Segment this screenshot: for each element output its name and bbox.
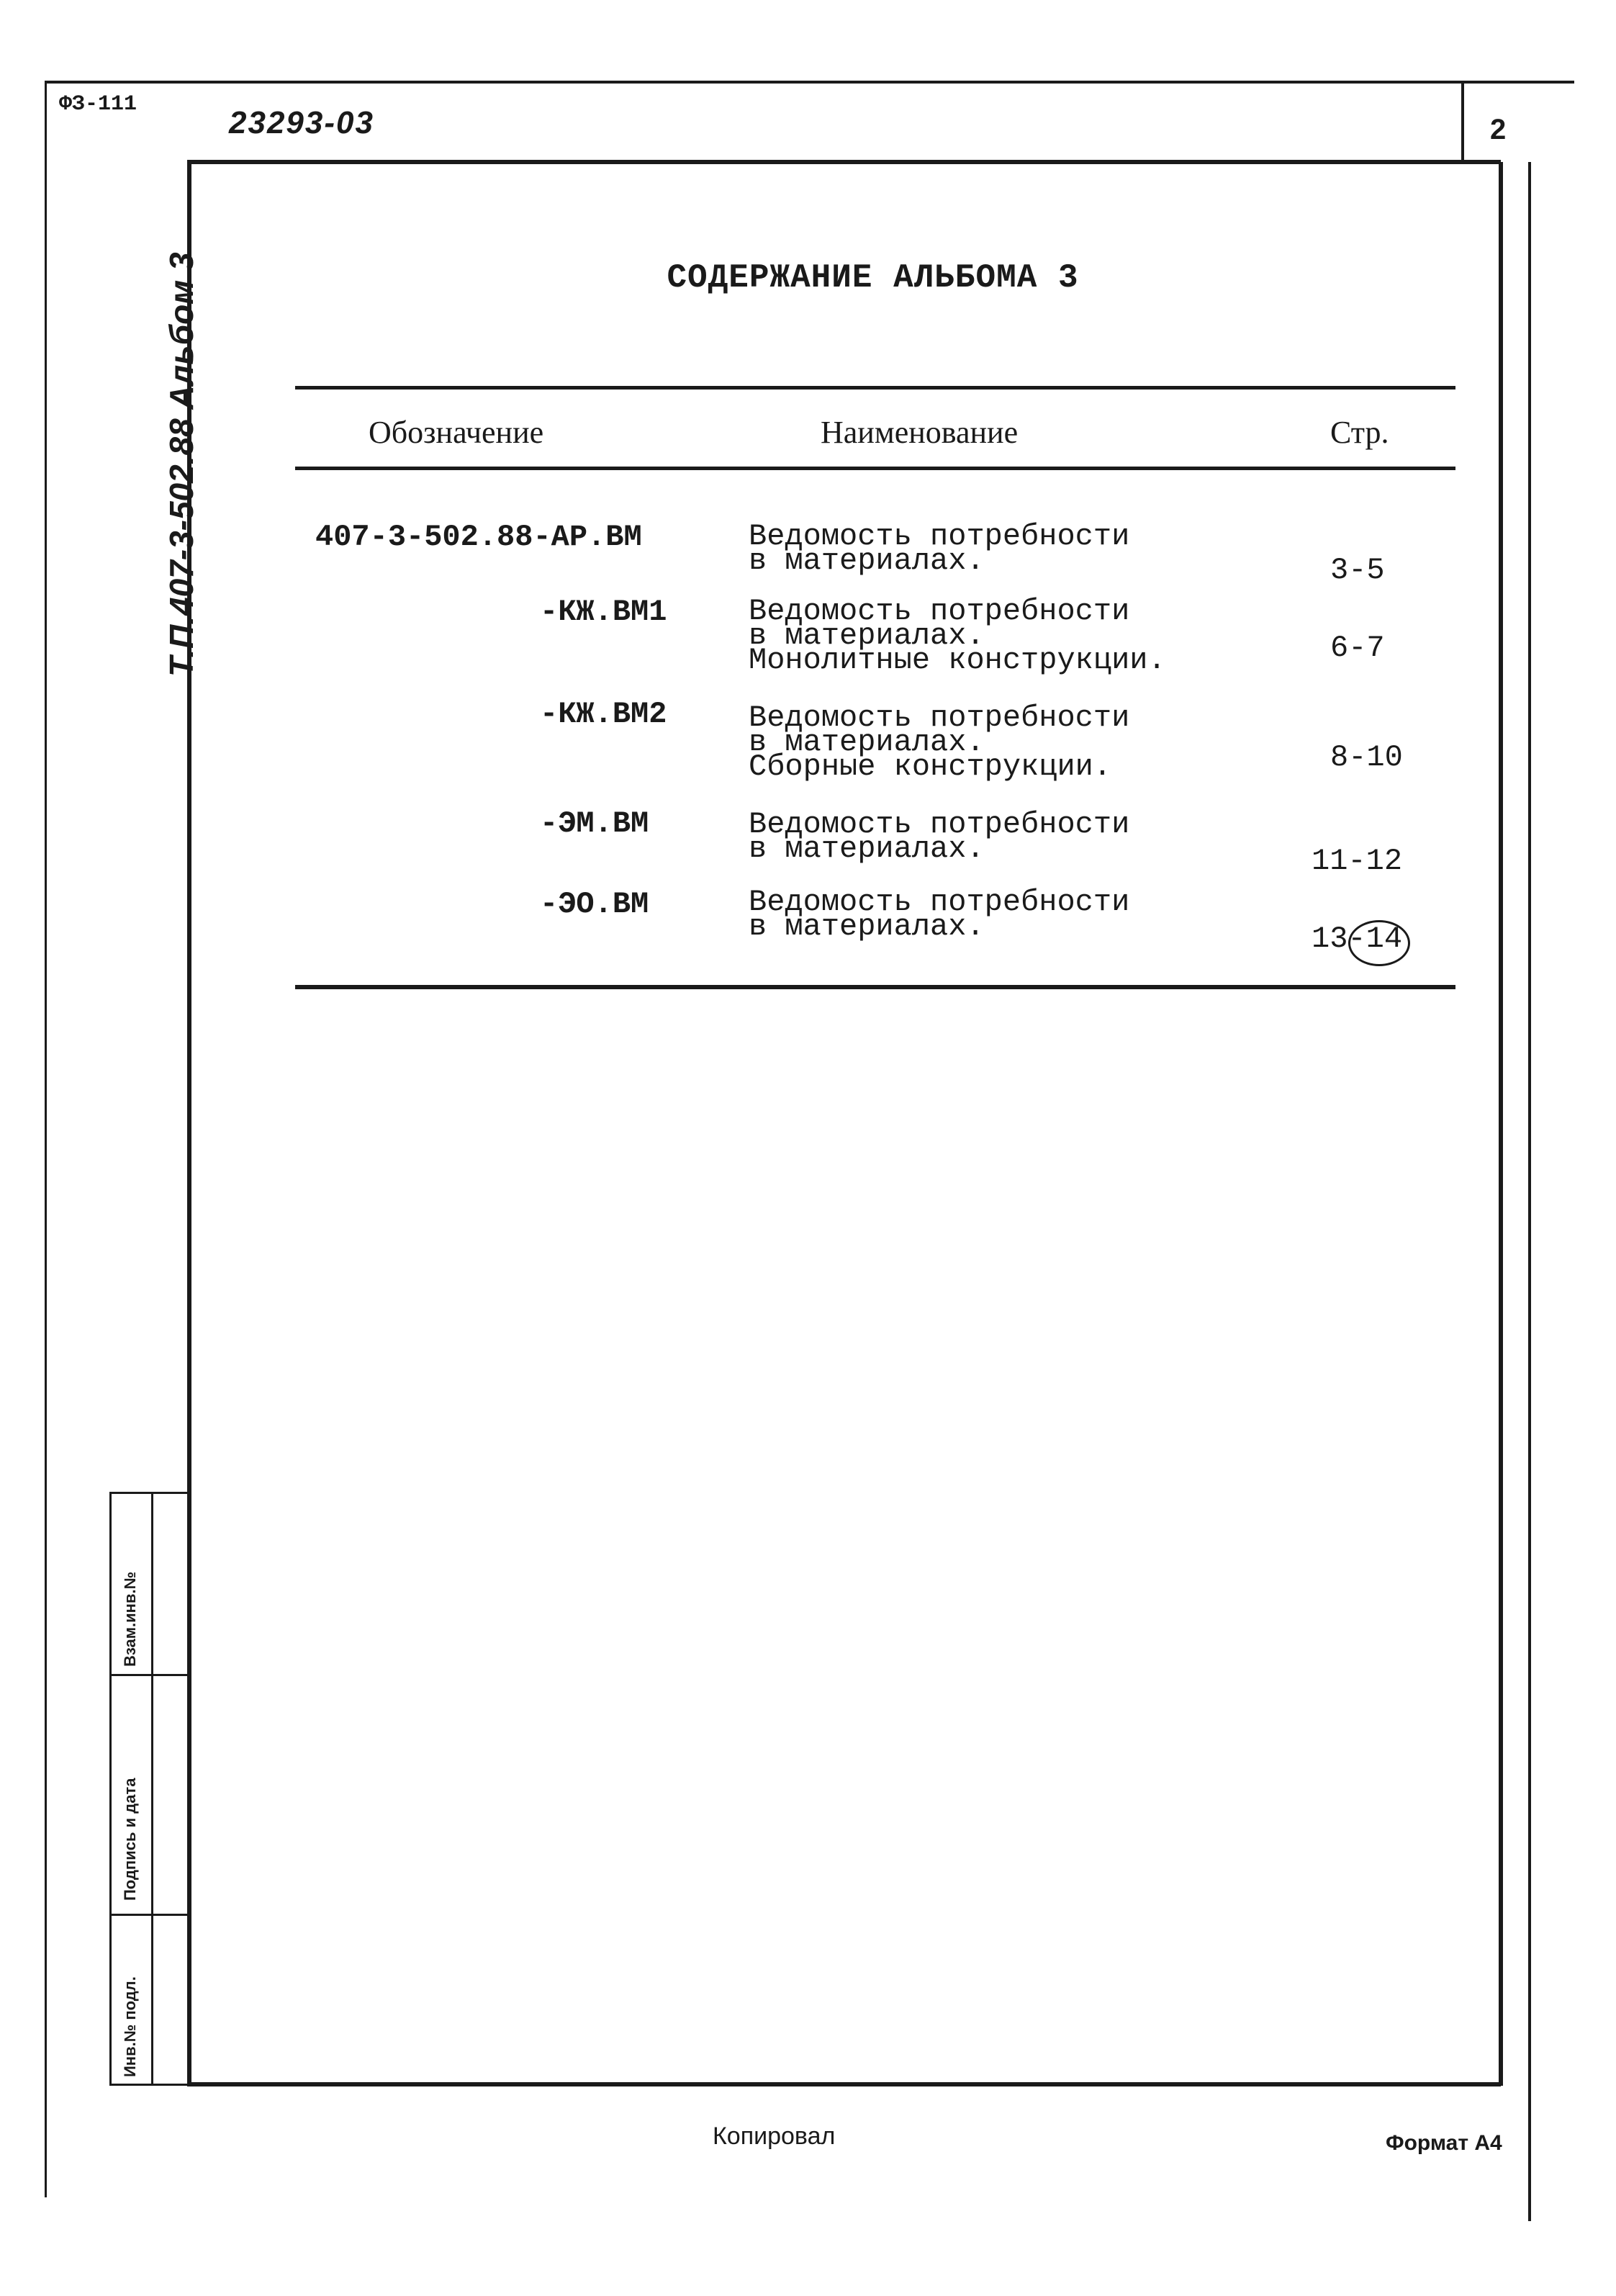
footer-copied: Копировал <box>713 2122 836 2150</box>
page-title: СОДЕРЖАНИЕ АЛЬБОМА 3 <box>667 259 1079 297</box>
row-code: -КЖ.ВМ1 <box>540 595 667 629</box>
row-pages: 11-12 <box>1312 844 1403 878</box>
footer-format: Формат А4 <box>1386 2131 1502 2155</box>
table-top-rule <box>295 386 1455 390</box>
row-pages: 13-14 <box>1312 922 1403 956</box>
page-number: 2 <box>1490 114 1507 145</box>
row-description: Ведомость потребности в материалах. <box>749 885 1130 944</box>
stamp-label-replacement: Взам.инв.№ <box>121 1571 139 1667</box>
column-header-designation: Обозначение <box>369 415 544 450</box>
row-code: -ЭО.ВМ <box>540 887 649 922</box>
side-title: Т.П.407-3-502.88 Альбом 3 <box>163 252 200 677</box>
stamp-label-signature-date: Подпись и дата <box>121 1778 139 1901</box>
handwritten-circle-mark <box>1348 920 1410 966</box>
row-code: 407-3-502.88-АР.ВМ <box>315 520 642 554</box>
table-header-rule <box>295 467 1455 470</box>
column-header-name: Наименование <box>821 415 1019 450</box>
table-bottom-rule <box>295 985 1455 989</box>
frame-inner-top <box>187 160 1501 164</box>
stamp-vertical-divider <box>151 1492 153 2086</box>
document-number: 23293-03 <box>229 105 374 140</box>
row-description: Ведомость потребности в материалах. Монолитные конструкции. <box>749 594 1166 677</box>
stamp-label-inventory: Инв.№ подл. <box>121 1976 139 2077</box>
stamp-divider <box>109 1674 191 1676</box>
frame-left-outer <box>45 81 47 2197</box>
frame-top-rule <box>45 81 1574 84</box>
row-pages: 3-5 <box>1330 553 1385 587</box>
frame-inner-right <box>1499 162 1503 2086</box>
row-pages: 8-10 <box>1330 740 1403 775</box>
corner-code: ФЗ-111 <box>59 92 137 117</box>
column-header-pages: Стр. <box>1330 415 1389 450</box>
frame-right-outer <box>1528 162 1531 2221</box>
row-code: -ЭМ.ВМ <box>540 806 649 841</box>
row-description: Ведомость потребности в материалах. Сборные конструкции. <box>749 701 1130 784</box>
page-number-box-divider <box>1461 81 1464 161</box>
frame-inner-bottom <box>187 2082 1501 2086</box>
stamp-divider <box>109 1914 191 1916</box>
row-pages: 6-7 <box>1330 631 1385 665</box>
row-description: Ведомость потребности в материалах. <box>749 807 1130 866</box>
row-description: Ведомость потребности в материалах. <box>749 519 1130 578</box>
row-code: -КЖ.ВМ2 <box>540 697 667 731</box>
